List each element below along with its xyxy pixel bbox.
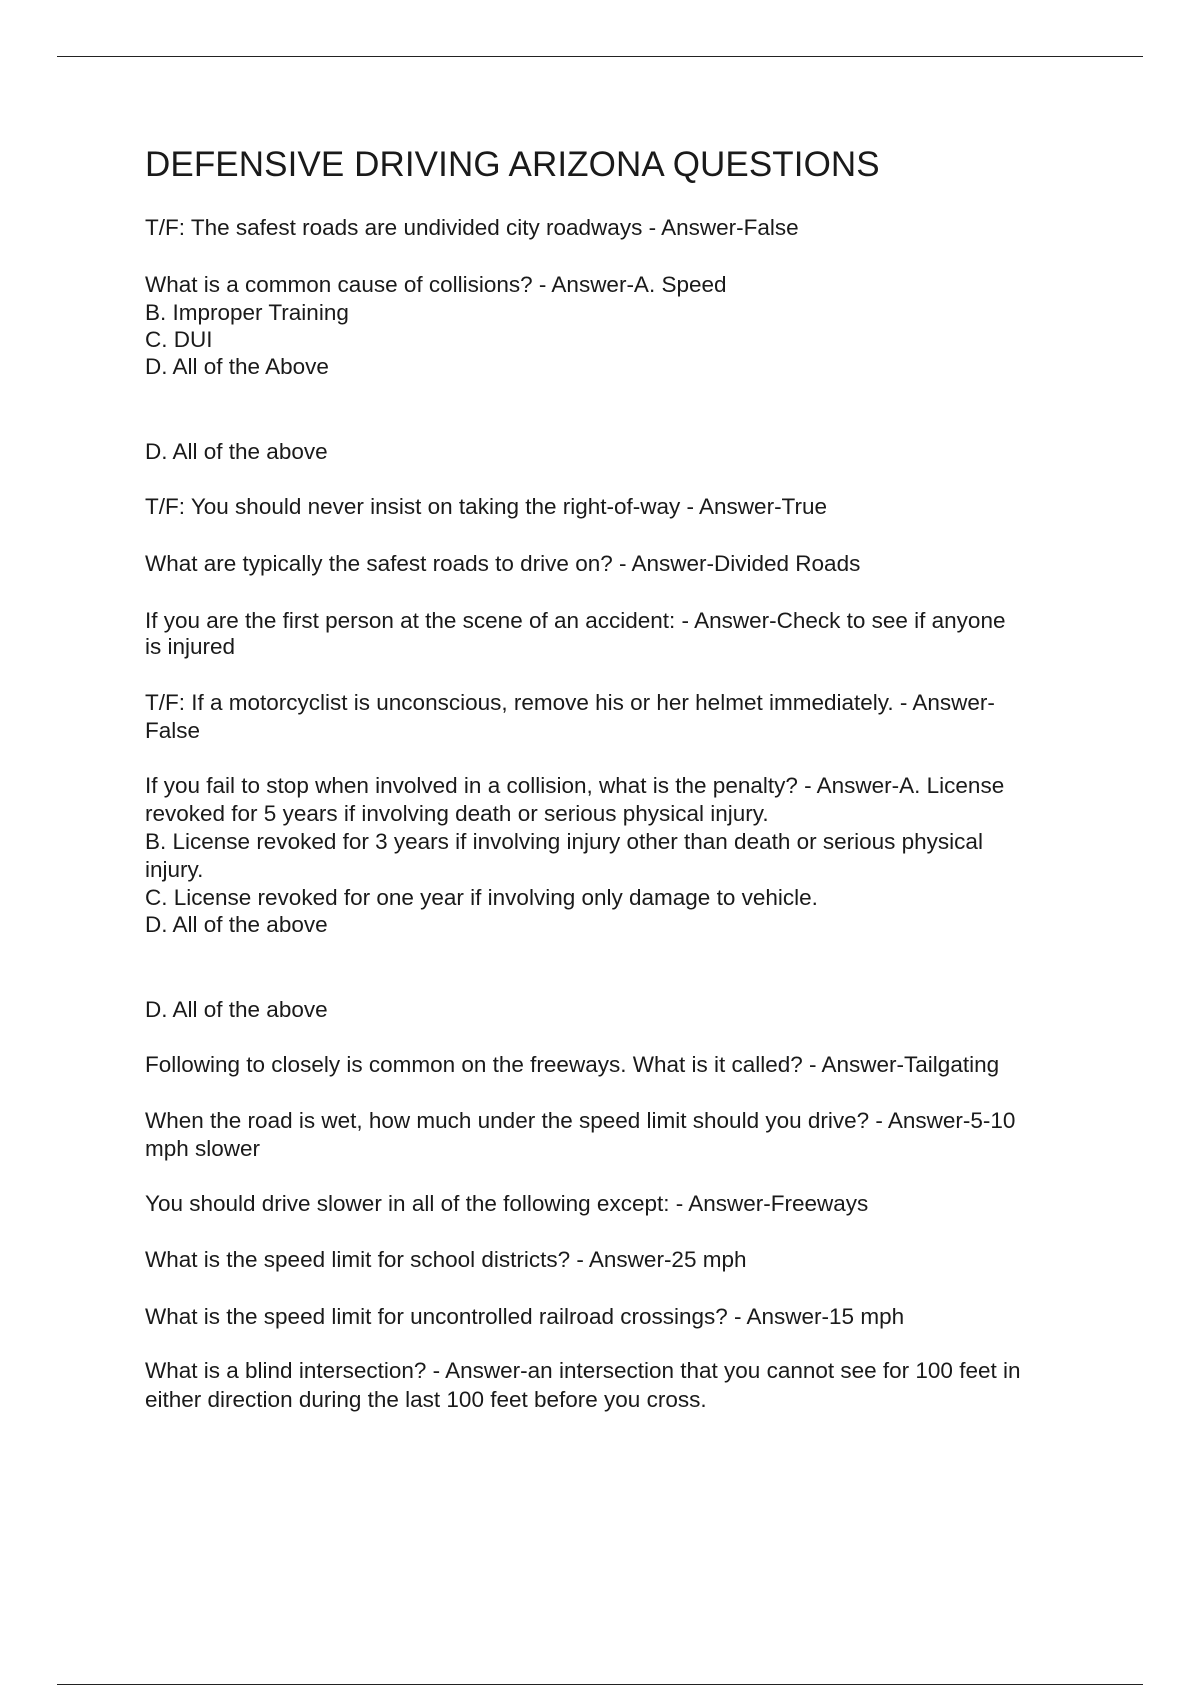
text-line: D. All of the above [145,912,328,937]
text-line: What is the speed limit for school districts? - Answer-25 mph [145,1247,747,1272]
text-line: If you fail to stop when involved in a collision, what is the penalty? - Answer-A. License [145,773,1005,798]
text-line: C. License revoked for one year if involving only damage to vehicle. [145,885,818,910]
text-line: If you are the first person at the scene of an accident: - Answer-Check to see if anyone [145,608,1006,633]
text-line: You should drive slower in all of the following except: - Answer-Freeways [145,1191,869,1216]
text-line: What are typically the safest roads to drive on? - Answer-Divided Roads [145,551,861,576]
text-line: T/F: If a motorcyclist is unconscious, remove his or her helmet immediately. - Answer- [145,690,995,715]
text-line: injury. [145,857,204,882]
text-line: What is a common cause of collisions? - Answer-A. Speed [145,272,727,297]
text-line: mph slower [145,1136,261,1161]
bottom-rule [57,1684,1143,1685]
text-line: What is a blind intersection? - Answer-an intersection that you cannot see for 100 feet in [145,1358,1021,1383]
text-line: D. All of the Above [145,354,329,379]
text-line: What is the speed limit for uncontrolled railroad crossings? - Answer-15 mph [145,1304,905,1329]
text-line: D. All of the above [145,439,328,464]
text-line: is injured [145,634,236,659]
top-rule [57,56,1143,57]
text-line: False [145,718,201,743]
text-line: B. License revoked for 3 years if involving injury other than death or serious physical [145,829,983,854]
text-line: T/F: The safest roads are undivided city roadways - Answer-False [145,215,799,240]
text-line: either direction during the last 100 feet before you cross. [145,1387,707,1412]
text-line: When the road is wet, how much under the speed limit should you drive? - Answer-5-10 [145,1108,1016,1133]
page-title: DEFENSIVE DRIVING ARIZONA QUESTIONS [145,145,880,184]
text-line: B. Improper Training [145,300,349,325]
text-line: D. All of the above [145,997,328,1022]
text-line: Following to closely is common on the freeways. What is it called? - Answer-Tailgating [145,1052,1000,1077]
text-line: T/F: You should never insist on taking the right-of-way - Answer-True [145,494,827,519]
text-line: C. DUI [145,327,213,352]
text-line: revoked for 5 years if involving death or serious physical injury. [145,801,769,826]
